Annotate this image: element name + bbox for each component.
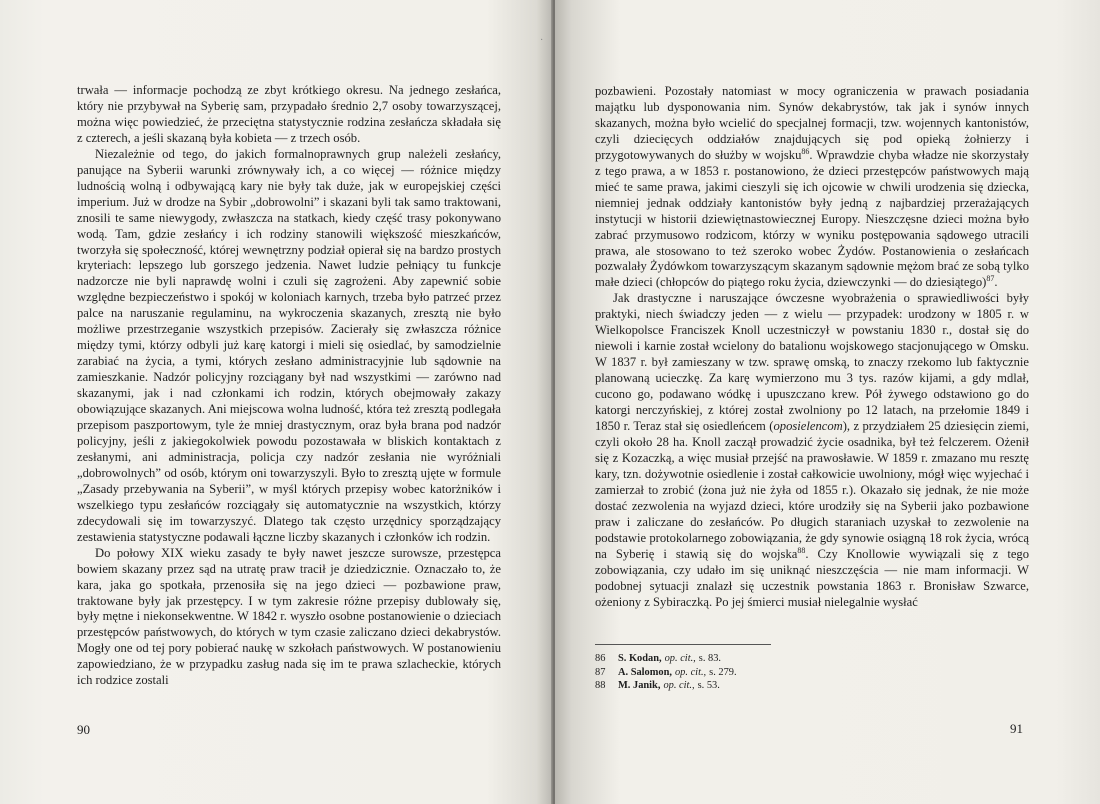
right-page-body: [595, 84, 1029, 610]
footnote-rule: [595, 644, 771, 645]
right-p2-italic: oposielencom: [773, 419, 843, 434]
footnote-author: A. Salomon,: [618, 666, 672, 678]
right-page: [555, 0, 1100, 804]
footnote-page: s. 53.: [697, 680, 720, 691]
footnote-author: S. Kodan,: [618, 653, 662, 664]
page-number-right: 91: [1010, 721, 1023, 736]
footnotes: [595, 652, 737, 693]
right-paragraph-1: [595, 84, 1029, 291]
left-paragraph-3: Do połowy XIX wieku zasady te były nawet jeszcze surowsze, przestępca bowiem skazany przez sąd na utratę praw tracił je dziedzicznie. Oznaczało to, że kara, jaka go spotkała, przenosiła się na jego dzieci — pozbawione praw, traktowane były jak przestępcy. I w tym zakresie różne przepisy dublowały się, były mętne i niekonsekwentne. W 1842 r. wyszło osobne postanowienie o dzieciach przestępców państwowych, do których w tym czasie zaliczano dzieci dekabrystów. Mogły one od tej pory pobierać naukę w szkołach państwowych. W postanowieniu zapowiedziano, że w przypadku zasług nada się im te prawa szlacheckie, których ich rodzice zostali: [77, 545, 501, 688]
footnote-ref-87: 87: [986, 274, 995, 284]
right-paragraph-2: [595, 291, 1029, 610]
right-p2-text-a: Jak drastyczne i naruszające ówczesne wyobrażenia o sprawiedliwości były praktyki, niech świadczy jeden — z wielu — przypadek: urodzony w 1805 r. w Wielkopolsce Franciszek Knoll uczestniczył w powstaniu 1830 r., dostał się do niewoli i karnie został wcielony do batalionu wojskowego stacjonującego w Omsku. W 1837 r. był zamieszany w tzw. sprawę omską, to znaczy rzekomo lub faktycznie planowaną ucieczkę. Za karę wymierzono mu 3 tys. razów kijami, a gdy mdlał, cucono go, podawano wódkę i upuszczano krew. Pół żywego odstawiono go do katorgi nerczyńskiej, z której został zwolniony po 12 latach, na przełomie 1849 i 1850 r. Teraz stał się osiedleńcem (: [595, 291, 1029, 434]
footnote-ref-88: 88: [797, 545, 806, 555]
right-p2-text-c: . Czy Knollowie wywiązali się z tego zobowiązania, czy udało im się uniknąć nieszczęścia — nie mam informacji. W podobnej sytuacji znalazł się uczestnik powstania 1863 r. Bronisław Szwarce, ożeniony z Sybiraczką. Po jej śmierci musiał nielegalnie wysłać: [595, 546, 1029, 609]
left-paragraph-1: trwała — informacje pochodzą ze zbyt krótkiego okresu. Na jednego zesłańca, który nie przybywał na Syberię sam, przypadało średnio 2,7 osoby towarzyszącej, można więc powiedzieć, że przeciętna statystycznie rodzina zesłańcza składała się z czterech, a jeśli skazaną była kobieta — z trzech osób.: [77, 83, 501, 145]
footnote-number: 87: [595, 666, 606, 678]
footnote-author: M. Janik,: [618, 680, 661, 691]
footnote-item: [595, 666, 737, 680]
right-p1-text-c: .: [994, 275, 998, 290]
footnote-page: s. 279.: [709, 666, 737, 678]
footnote-ref: op. cit.,: [664, 653, 696, 664]
footnote-number: 86: [595, 653, 606, 664]
right-p1-text-a: pozbawieni. Pozostały natomiast w mocy ograniczenia w prawach posiadania majątku lub dysponowania nim. Synów dekabrystów, tak jak i synów innych skazanych, można było wcielić do specjalnej formacji, tzw. wojennych kantonistów, czyli dziecięcych oddziałów znajdujących się pod opieką żołnierzy i przygotowywanych do służby w wojsku: [595, 84, 1029, 162]
footnote-item: [595, 652, 737, 666]
footnote-ref: op. cit.,: [663, 680, 695, 691]
left-page-body: [77, 83, 501, 689]
scan-dot: ·: [540, 35, 544, 46]
page-number-left: 90: [77, 722, 90, 737]
footnote-number: 88: [595, 680, 606, 691]
footnote-page: s. 83.: [698, 653, 722, 664]
footnote-ref: op. cit.,: [674, 666, 707, 678]
right-p1-text-b: . Wprawdzie chyba władze nie skorzystały z tego prawa, a w 1853 r. postanowiono, że dzieci przestępców państwowych mają mieć te same prawa, jakimi cieszyli się ich ojcowie w chwili urodzenia się dziecka, niemniej jednak oddziały kantonistów były jedną z najbardziej przerażających instytucji w historii dziewiętnastowiecznej Europy. Nieszczęsne dzieci można było zabrać przymusowo rodzicom, którzy w wyniku postępowania sądowego utracili prawa, ale stosowano to też szeroko wobec Żydów. Postanowienia o zesłańcach pozwalały Żydówkom towarzyszącym skazanym sądownie mężom brać ze sobą tylko małe dzieci (chłopców do piątego roku życia, dziewczynki — do dziesiątego): [595, 147, 1029, 290]
footnote-ref-86: 86: [801, 146, 810, 156]
footnote-item: [595, 679, 737, 693]
left-paragraph-2: Niezależnie od tego, do jakich formalnoprawnych grup należeli zesłańcy, panujące na Syberii warunki zrównywały ich, a co więcej — różnice między ludnością wolną i odbywającą kary nie były tak duże, jak w europejskiej części imperium. Już w drodze na Sybir „dobrowolni” i skazani byli tak samo traktowani, znosili te same niewygody, zwłaszcza na statkach, kiedy część trasy pokonywano wodą. Tam, gdzie zesłańcy i ich rodziny stanowili większość mieszkańców, tworzyła się społeczność, której wewnętrzny podział opierał się na bardzo prostych kryteriach: lepszego lub gorszego jedzenia. Nawet ludzie pełniący tu funkcje nadzorcze nie byli naprawdę wolni i czuli się zagrożeni. Aby zapewnić sobie względne bezpieczeństwo i spokój w koloniach karnych, trzeba było patrzeć przez palce na naruszanie regulaminu, na wykroczenia skazanych, zresztą nie było możliwe przestrzeganie wszystkich przepisów. Zacierały się zwłaszcza różnice między tymi, którzy odbyli już karę katorgi i mieli się osiedlać, by samodzielnie zarabiać na życia, a tymi, których zesłano administracyjnie lub sądownie na zamieszkanie. Nadzór policyjny rozciągany był nad wszystkimi — zarówno nad skazanymi, jak i nad członkami ich rodzin, których obejmowały zakazy obowiązujące skazanych. Ani miejscowa wolna ludność, która też zresztą podlegała przepisom paszportowym, tyle że mniej drastycznym, oraz była brana pod nadzór policyjny, jeśli z jakiegokolwiek powodu pozostawała w bliskich kontaktach z zesłanymi, ani administracja, policja czy nadzór zesłania nie wyróżniali „dobrowolnych” od osób, którym oni towarzyszyli. Było to zresztą ujęte w formule „Zasady przebywania na Syberii”, w myśl których przepisy wobec katorżników i wszelkiego typu zesłańców rozciągały się automatycznie na wszystkich, którzy zdecydowali się im towarzyszyć. Dlatego tak często urzędnicy sporządzający zestawienia statystyczne podawali łączne liczby skazanych i członków ich rodzin.: [77, 146, 501, 544]
right-p2-text-b: ), z przydziałem 25 dziesięcin ziemi, czyli około 28 ha. Knoll zaczął prowadzić życie osadnika, był też felczerem. Ożenił się z Kozaczką, a więc musiał przejść na prawosławie. W 1859 r. zmazano mu resztę kary, tzn. dożywotnie osiedlenie i został całkowicie uwolniony, mógł więc wyjechać i zamierzał to zrobić (żona już nie żyła od 1855 r.). Okazało się jednak, że nie może dostać zezwolenia na wyjazd dzieci, które urodziły się na Syberii jako pozbawione praw i zaliczane do zesłańców. Po długich staraniach uzyskał to zezwolenie na podstawie protokolarnego zobowiązania, że gdy synowie osiągną 18 rok życia, wrócą na Syberię i stawią się do wojska: [595, 419, 1030, 561]
